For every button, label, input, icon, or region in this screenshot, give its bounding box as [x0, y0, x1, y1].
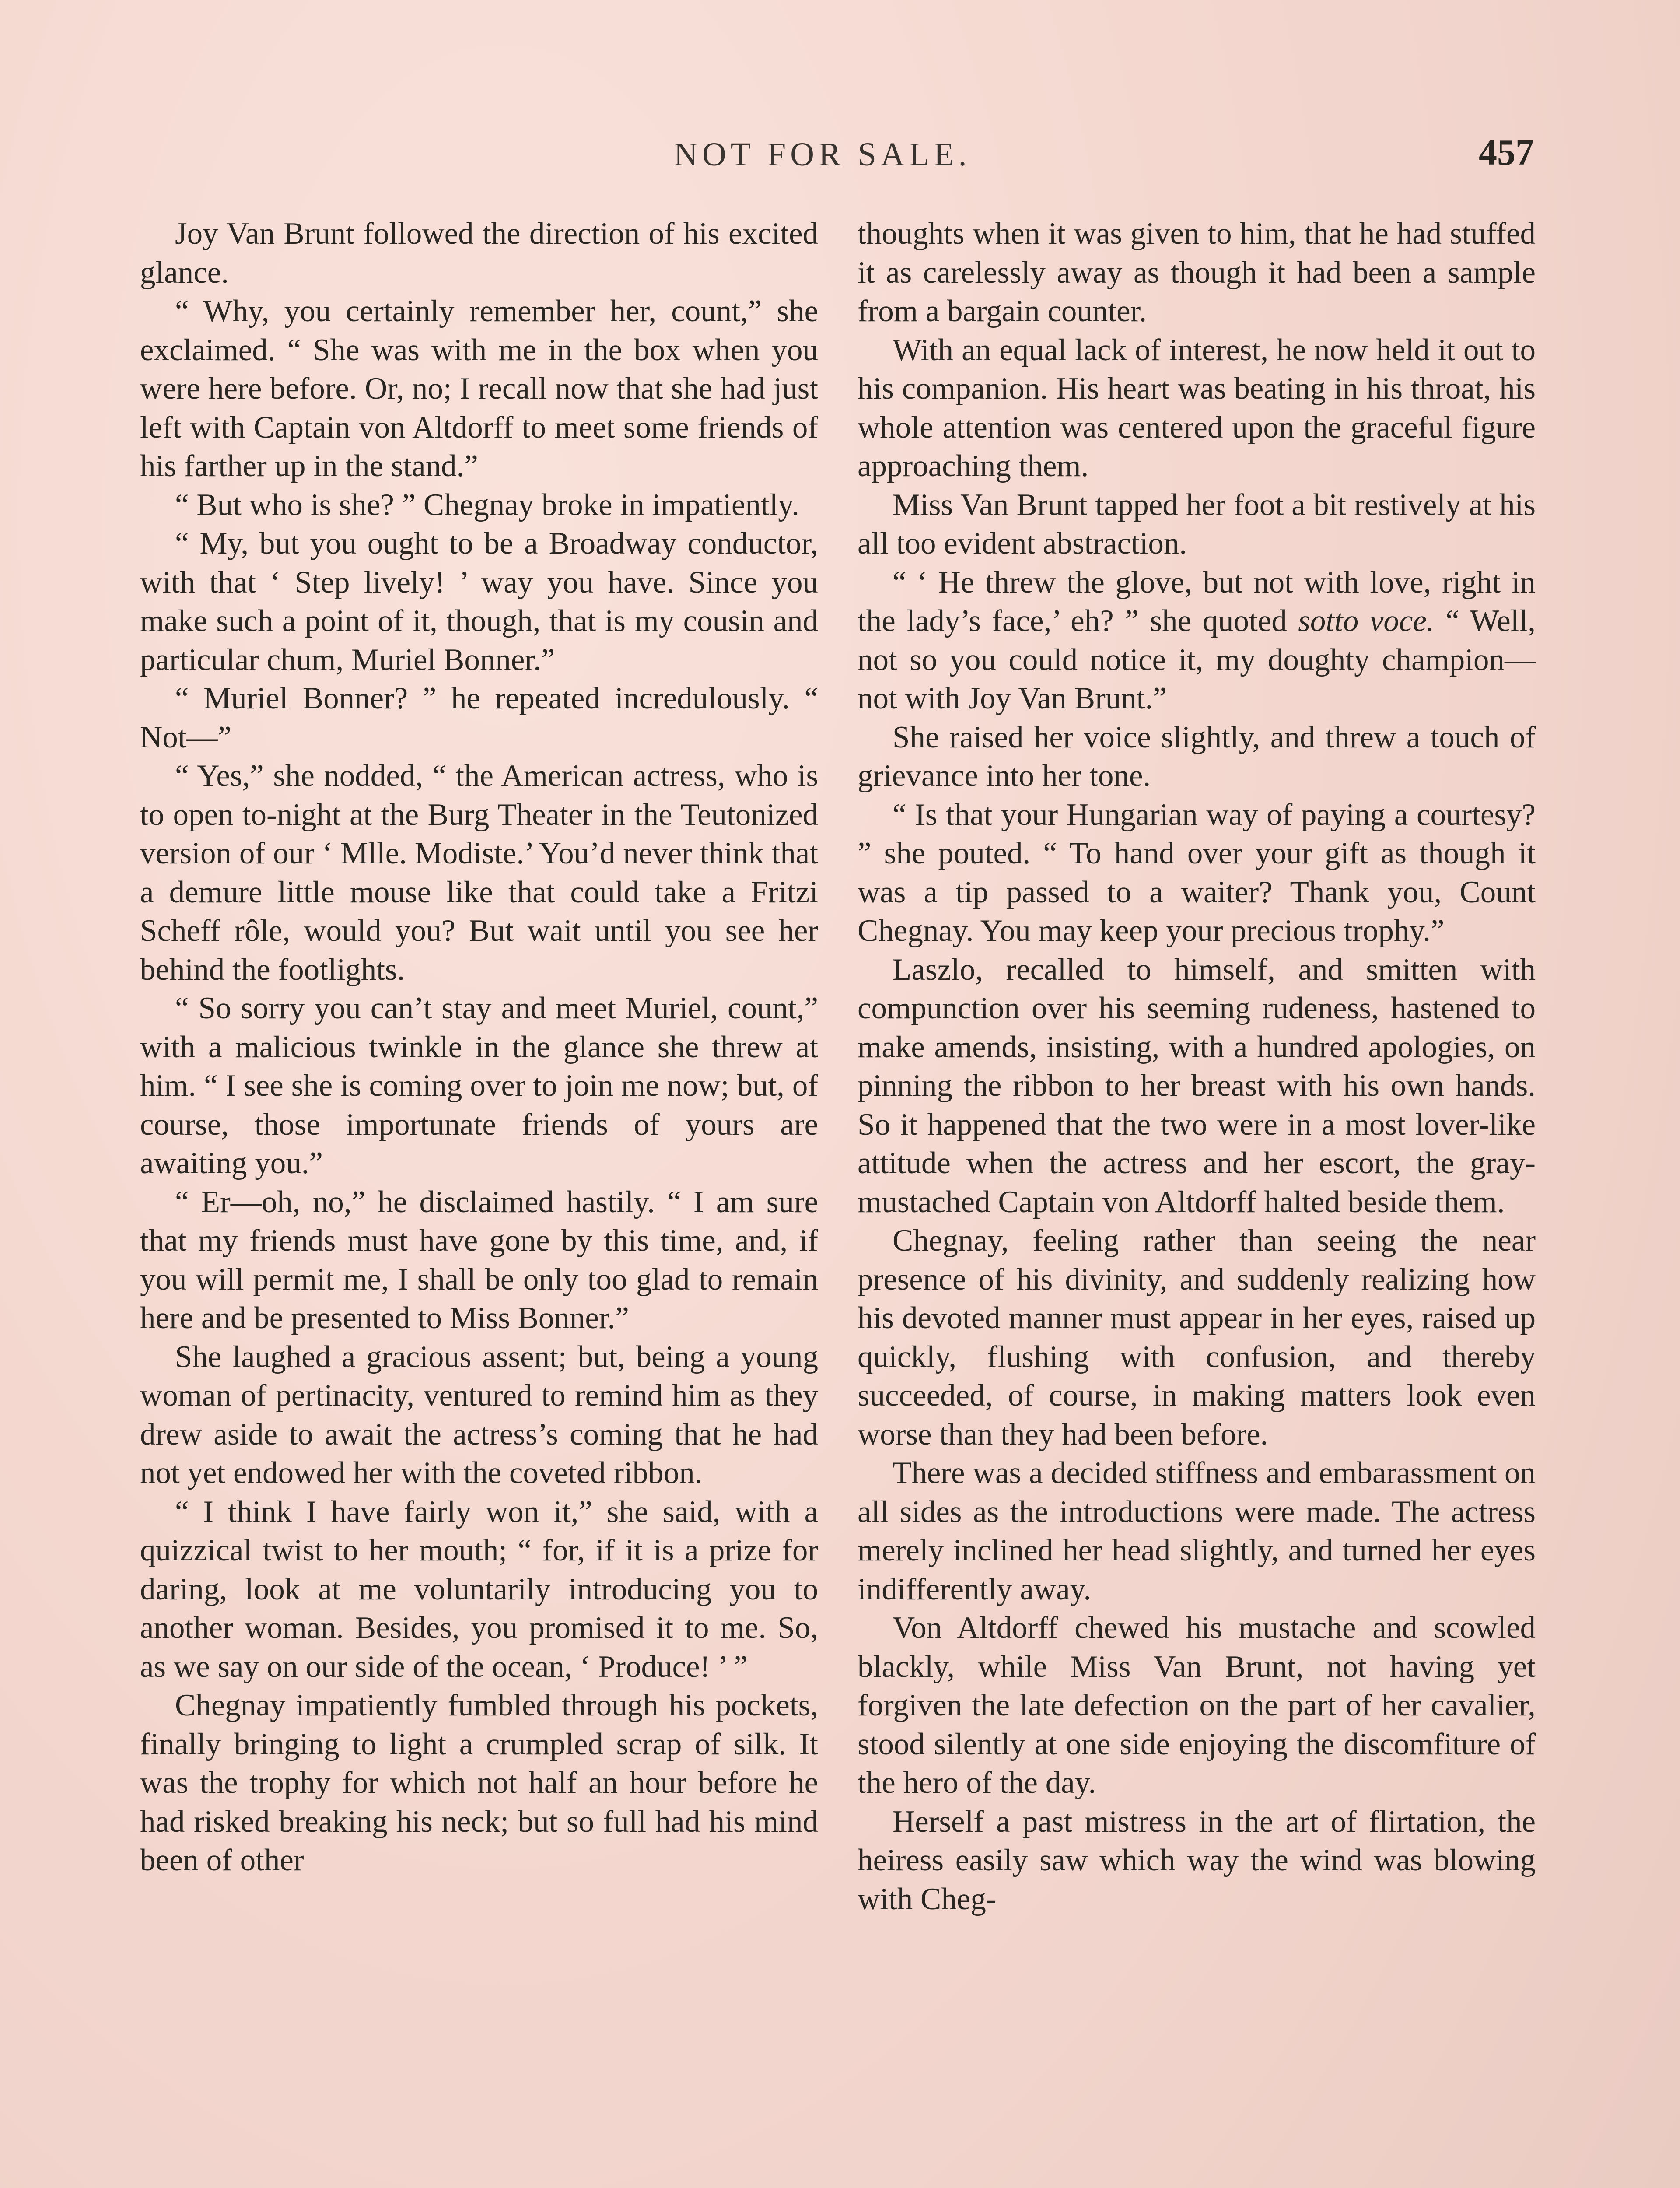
- quote-text: “ ‘ He threw the glove, but not with love, right in the lady’s face,’ eh? ” she quoted: [858, 565, 1536, 638]
- paragraph: “ Is that your Hungarian way of paying a courtesy? ” she pouted. “ To hand over your gift as though it was a tip passed to a waiter? Thank you, Count Chegnay. You may keep your precious trophy.”: [858, 797, 1536, 948]
- running-title: NOT FOR SALE.: [674, 136, 971, 173]
- paragraph: “ Er—oh, no,” he disclaimed hastily. “ I am sure that my friends must have gone by this time, and, if you will permit me, I shall be only too glad to remain here and be presented to Miss Bonner.”: [140, 1185, 818, 1335]
- paragraph: “ But who is she? ” Chegnay broke in impatiently.: [175, 487, 799, 522]
- paragraph: Von Altdorff chewed his mustache and scowled blackly, while Miss Van Brunt, not having yet forgiven the late defection on the part of her cavalier, stood silently at one side enjoying the discomfiture of the hero of the day.: [858, 1611, 1536, 1800]
- left-column: [140, 214, 818, 2188]
- italic-phrase: sotto voce.: [1298, 604, 1435, 638]
- paragraph-continued: thoughts when it was given to him, that he had stuffed it as carelessly away as though it had been a sample from a bargain counter.: [858, 217, 1536, 328]
- page-number: 457: [1479, 132, 1534, 173]
- paragraph: Laszlo, recalled to himself, and smitten with compunction over his seeming rudeness, hastened to make amends, insisting, with a hundred apologies, on pinning the ribbon to her breast with his own hands. So it happened that the two were in a most lover-like attitude when the actress and her escort, the gray-mustached Captain von Altdorff halted beside them.: [858, 952, 1536, 1219]
- paragraph: Herself a past mistress in the art of flirtation, the heiress easily saw which way the wind was blowing with Cheg-: [858, 1804, 1536, 1916]
- paragraph: “ My, but you ought to be a Broadway conductor, with that ‘ Step lively! ’ way you have. Since you make such a point of it, though, that is my cousin and particular chum, Muriel Bonner.”: [140, 526, 818, 677]
- paragraph: Miss Van Brunt tapped her foot a bit restively at his all too evident abstraction.: [858, 487, 1536, 561]
- paragraph: Chegnay, feeling rather than seeing the near presence of his divinity, and suddenly realizing how his devoted manner must appear in her eyes, raised up quickly, flushing with confusion, and thereby succeeded, of course, in making matters look even worse than they had been before.: [858, 1224, 1536, 1452]
- quote-continuation: “ Well, not so you could notice it, my doughty champion—not with Joy Van Brunt.”: [858, 604, 1536, 715]
- paragraph: She raised her voice slightly, and threw a touch of grievance into her tone.: [858, 720, 1536, 793]
- page-header: [0, 131, 1680, 184]
- paragraph: Joy Van Brunt followed the direction of his excited glance.: [140, 217, 818, 290]
- paragraph: With an equal lack of interest, he now held it out to his companion. His heart was beating in his throat, his whole attention was centered upon the graceful figure approaching them.: [858, 333, 1536, 483]
- paragraph: She laughed a gracious assent; but, being a young woman of pertinacity, ventured to remind him as they drew aside to await the actress’s coming that he had not yet endowed her with the coveted ribbon.: [140, 1339, 818, 1490]
- paragraph: “ Yes,” she nodded, “ the American actress, who is to open to-night at the Burg Theater in the Teutonized version of our ‘ Mlle. Modiste.’ You’d never think that a demure little mouse like that could take a Fritzi Scheff rôle, would you? But wait until you see her behind the footlights.: [140, 759, 818, 987]
- right-column: [858, 214, 1536, 2188]
- paragraph: “ I think I have fairly won it,” she said, with a quizzical twist to her mouth; “ for, if it is a prize for daring, look at me voluntarily introducing you to another woman. Besides, you promised it to me. So, as we say on our side of the ocean, ‘ Produce! ’ ”: [140, 1494, 818, 1684]
- paragraph: “ Muriel Bonner? ” he repeated incredulously. “ Not—”: [140, 681, 818, 754]
- paragraph: There was a decided stiffness and embarassment on all sides as the introductions were made. The actress merely inclined her head slightly, and turned her eyes indifferently away.: [858, 1456, 1536, 1606]
- paragraph: “ So sorry you can’t stay and meet Muriel, count,” with a malicious twinkle in the glance she threw at him. “ I see she is coming over to join me now; but, of course, those importunate friends of yours are awaiting you.”: [140, 991, 818, 1180]
- paragraph: “ Why, you certainly remember her, count,” she exclaimed. “ She was with me in the box when you were here before. Or, no; I recall now that she had just left with Captain von Altdorff to meet some friends of his farther up in the stand.”: [140, 294, 818, 483]
- paragraph: Chegnay impatiently fumbled through his pockets, finally bringing to light a crumpled scrap of silk. It was the trophy for which not half an hour before he had risked breaking his neck; but so full had his mind been of other: [140, 1688, 818, 1877]
- paragraph-with-italic: [858, 563, 1536, 718]
